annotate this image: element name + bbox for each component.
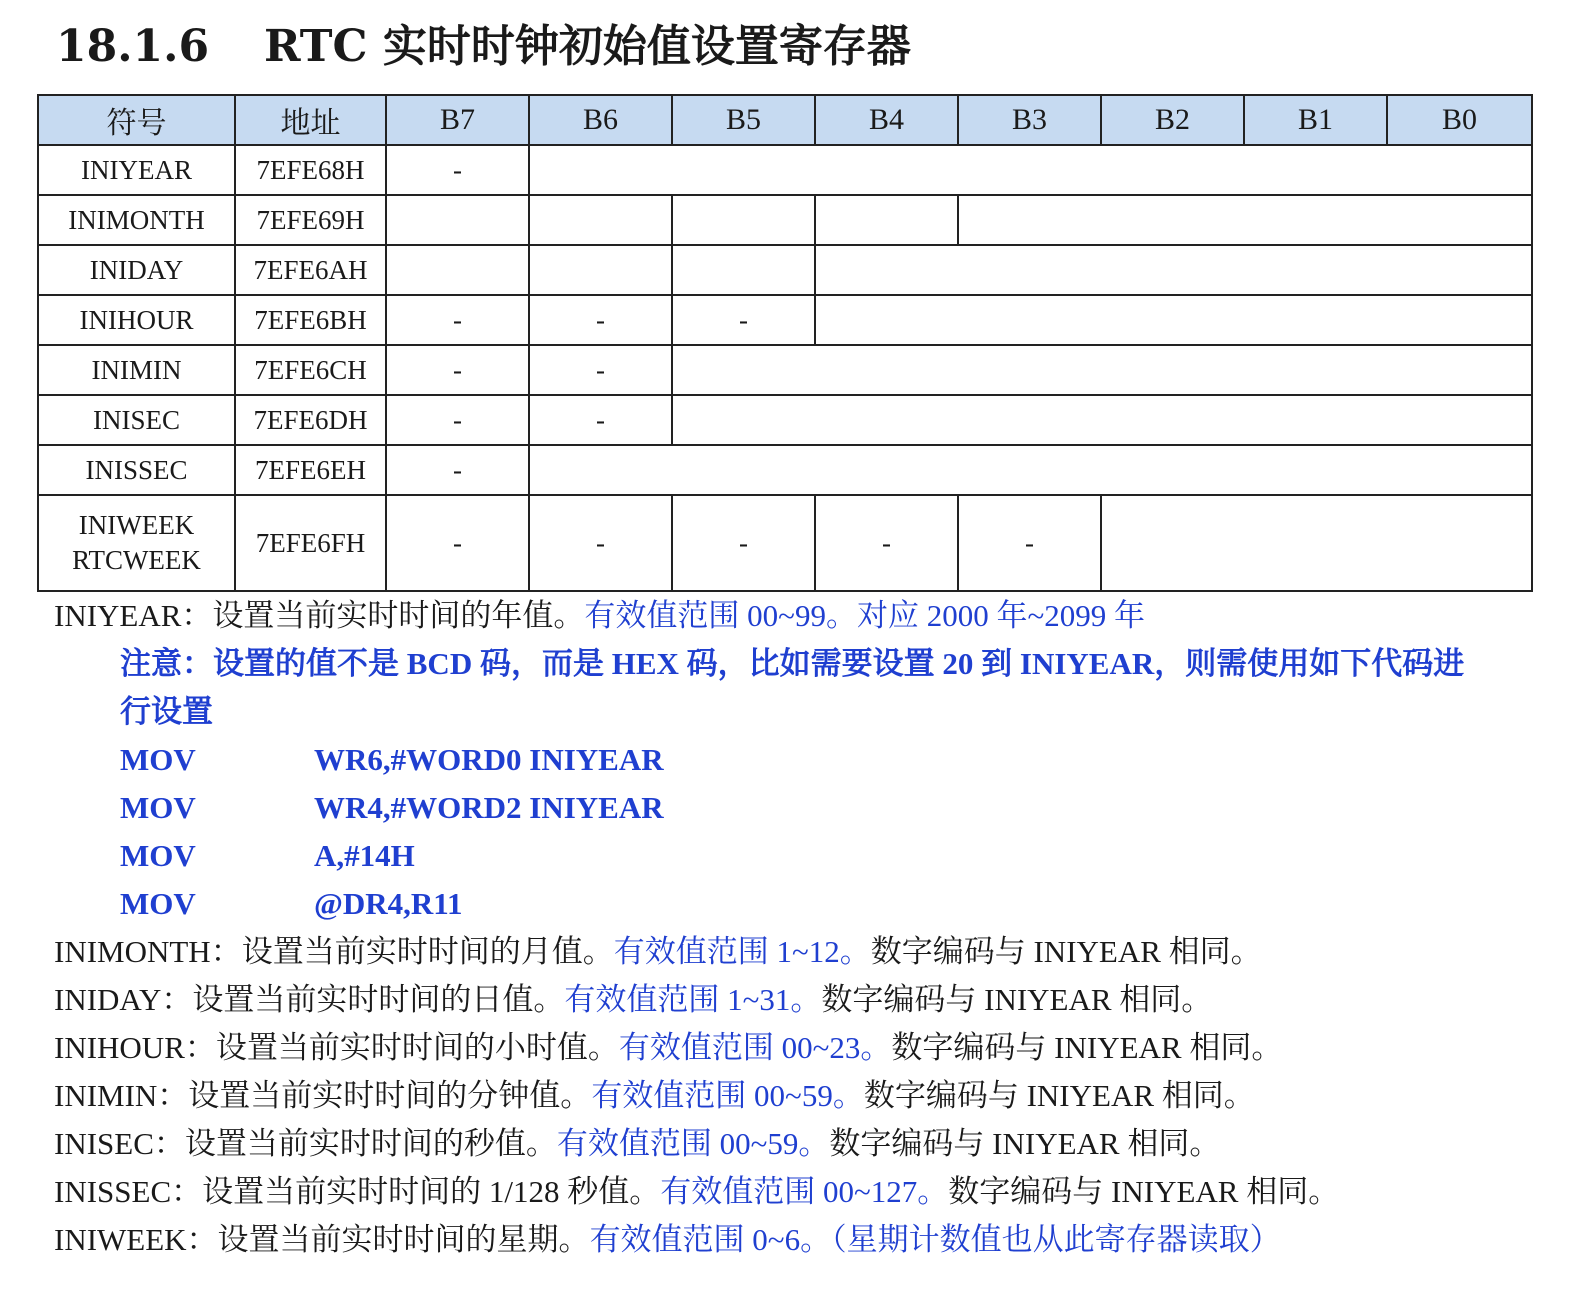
code-op: MOV bbox=[120, 886, 196, 921]
table-row bbox=[38, 295, 1532, 345]
bit-cell: - bbox=[529, 345, 672, 395]
desc-encoding: 数字编码与 INIYEAR 相同。 bbox=[948, 1174, 1340, 1209]
desc-encoding: 数字编码与 INIYEAR 相同。 bbox=[891, 1030, 1283, 1065]
note-line-2: 行设置 bbox=[120, 694, 213, 729]
address-cell: 7EFE68H bbox=[235, 145, 386, 195]
symbol-cell bbox=[38, 495, 235, 591]
header-b6: B6 bbox=[529, 95, 672, 145]
bit-cell bbox=[529, 195, 672, 245]
address-cell: 7EFE6CH bbox=[235, 345, 386, 395]
code-line bbox=[120, 786, 664, 830]
section-number: 18.1.6 bbox=[56, 21, 210, 72]
bit-cell: - bbox=[386, 395, 529, 445]
desc-encoding: 数字编码与 INIYEAR 相同。 bbox=[863, 1078, 1255, 1113]
address-cell: 7EFE6DH bbox=[235, 395, 386, 445]
bit-cell bbox=[386, 245, 529, 295]
header-b5: B5 bbox=[672, 95, 815, 145]
header-symbol: 符号 bbox=[38, 95, 235, 145]
table-header-row bbox=[38, 95, 1532, 145]
bit-field-cell bbox=[672, 345, 1532, 395]
desc-encoding: 数字编码与 INIYEAR 相同。 bbox=[821, 982, 1213, 1017]
desc-iniday bbox=[54, 978, 1212, 1022]
bit-field-cell bbox=[529, 145, 1532, 195]
address-cell: 7EFE6AH bbox=[235, 245, 386, 295]
register-table bbox=[37, 94, 1533, 592]
bit-field-cell bbox=[529, 445, 1532, 495]
address-cell: 7EFE69H bbox=[235, 195, 386, 245]
bit-cell: - bbox=[386, 495, 529, 591]
bit-cell: - bbox=[672, 295, 815, 345]
symbol-iniweek: INIWEEK bbox=[78, 510, 195, 540]
code-arg: WR6,#WORD0 INIYEAR bbox=[314, 742, 664, 777]
symbol-cell: INIDAY bbox=[38, 245, 235, 295]
header-b4: B4 bbox=[815, 95, 958, 145]
address-cell: 7EFE6BH bbox=[235, 295, 386, 345]
bit-cell: - bbox=[529, 295, 672, 345]
desc-range: 有效值范围 00~59。 bbox=[556, 1126, 830, 1161]
desc-range: 有效值范围 00~59。 bbox=[591, 1078, 864, 1113]
bit-field-cell bbox=[958, 195, 1532, 245]
desc-encoding: 数字编码与 INIYEAR 相同。 bbox=[829, 1126, 1221, 1161]
header-b0: B0 bbox=[1387, 95, 1532, 145]
desc-range: 有效值范围 0~6。（星期计数值也从此寄存器读取） bbox=[589, 1222, 1281, 1257]
symbol-cell: INIMIN bbox=[38, 345, 235, 395]
table-row bbox=[38, 395, 1532, 445]
desc-encoding: 数字编码与 INIYEAR 相同。 bbox=[870, 934, 1262, 969]
bit-cell: - bbox=[386, 445, 529, 495]
desc-range: 有效值范围 00~99。对应 2000 年~2099 年 bbox=[584, 598, 1145, 633]
header-b3: B3 bbox=[958, 95, 1101, 145]
code-line bbox=[120, 882, 463, 926]
bit-field-cell bbox=[815, 245, 1532, 295]
desc-inissec bbox=[54, 1170, 1339, 1214]
table-row bbox=[38, 345, 1532, 395]
symbol-cell: INIYEAR bbox=[38, 145, 235, 195]
desc-text: INISEC：设置当前实时时间的秒值。 bbox=[54, 1126, 557, 1161]
symbol-cell: INIMONTH bbox=[38, 195, 235, 245]
table-row bbox=[38, 495, 1532, 591]
code-op: MOV bbox=[120, 742, 196, 777]
desc-range: 有效值范围 00~127。 bbox=[660, 1174, 949, 1209]
header-b1: B1 bbox=[1244, 95, 1387, 145]
table-row bbox=[38, 245, 1532, 295]
table-row bbox=[38, 445, 1532, 495]
bit-cell: - bbox=[529, 395, 672, 445]
bit-cell: - bbox=[386, 345, 529, 395]
desc-text: INISSEC：设置当前实时时间的 1/128 秒值。 bbox=[54, 1174, 661, 1209]
bit-cell bbox=[672, 245, 815, 295]
symbol-cell: INISEC bbox=[38, 395, 235, 445]
address-cell: 7EFE6FH bbox=[235, 495, 386, 591]
bit-cell: - bbox=[672, 495, 815, 591]
bit-cell: - bbox=[529, 495, 672, 591]
note-line-1: 注意：设置的值不是 BCD 码，而是 HEX 码，比如需要设置 20 到 INIYEAR，则需使用如下代码进 bbox=[120, 646, 1465, 681]
address-cell: 7EFE6EH bbox=[235, 445, 386, 495]
code-op: MOV bbox=[120, 838, 196, 873]
desc-inimin bbox=[54, 1074, 1255, 1118]
bit-cell: - bbox=[815, 495, 958, 591]
section-title bbox=[56, 18, 911, 76]
code-line bbox=[120, 834, 415, 878]
desc-inihour bbox=[54, 1026, 1282, 1070]
desc-iniyear bbox=[54, 594, 1145, 638]
table-row bbox=[38, 195, 1532, 245]
bit-cell bbox=[815, 195, 958, 245]
desc-iniweek bbox=[54, 1218, 1281, 1262]
symbol-cell: INIHOUR bbox=[38, 295, 235, 345]
code-line bbox=[120, 738, 664, 782]
code-op: MOV bbox=[120, 790, 196, 825]
header-b7: B7 bbox=[386, 95, 529, 145]
symbol-rtcweek: RTCWEEK bbox=[72, 545, 201, 575]
bit-cell bbox=[386, 195, 529, 245]
bit-cell: - bbox=[386, 295, 529, 345]
desc-text: INIDAY：设置当前实时时间的日值。 bbox=[54, 982, 565, 1017]
code-arg: A,#14H bbox=[314, 838, 415, 873]
symbol-cell: INISSEC bbox=[38, 445, 235, 495]
desc-text: INIWEEK：设置当前实时时间的星期。 bbox=[54, 1222, 590, 1257]
bit-cell bbox=[529, 245, 672, 295]
desc-text: INIMONTH：设置当前实时时间的月值。 bbox=[54, 934, 614, 969]
bit-field-cell bbox=[1101, 495, 1532, 591]
desc-inisec bbox=[54, 1122, 1220, 1166]
bit-cell: - bbox=[958, 495, 1101, 591]
bit-field-cell bbox=[672, 395, 1532, 445]
table-row bbox=[38, 145, 1532, 195]
desc-text: INIMIN：设置当前实时时间的分钟值。 bbox=[54, 1078, 592, 1113]
code-arg: @DR4,R11 bbox=[314, 886, 463, 921]
desc-range: 有效值范围 1~12。 bbox=[613, 934, 871, 969]
desc-text: INIYEAR：设置当前实时时间的年值。 bbox=[54, 598, 585, 633]
code-arg: WR4,#WORD2 INIYEAR bbox=[314, 790, 664, 825]
desc-range: 有效值范围 1~31。 bbox=[564, 982, 822, 1017]
header-address: 地址 bbox=[235, 95, 386, 145]
desc-text: INIHOUR：设置当前实时时间的小时值。 bbox=[54, 1030, 619, 1065]
header-b2: B2 bbox=[1101, 95, 1244, 145]
desc-inimonth bbox=[54, 930, 1262, 974]
bit-field-cell bbox=[815, 295, 1532, 345]
desc-range: 有效值范围 00~23。 bbox=[618, 1030, 892, 1065]
bit-cell: - bbox=[386, 145, 529, 195]
section-title-text: RTC 实时时钟初始值设置寄存器 bbox=[264, 21, 911, 72]
bit-cell bbox=[672, 195, 815, 245]
